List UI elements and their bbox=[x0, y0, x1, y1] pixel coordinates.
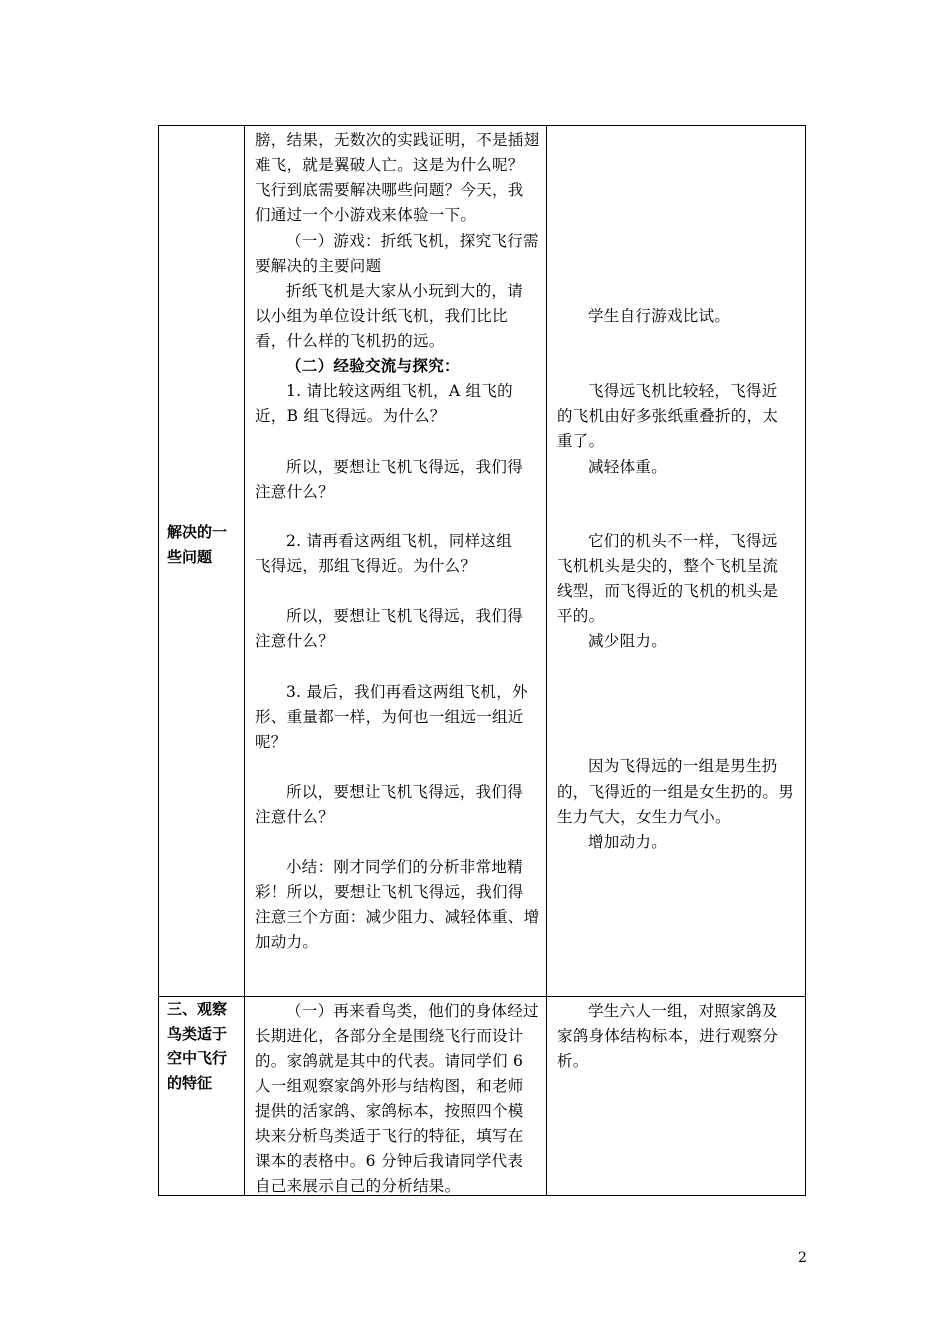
section-heading-cell bbox=[159, 126, 245, 997]
section-heading-cell bbox=[159, 997, 245, 1196]
teacher-text-line: 注意三个方面：减少阻力、减轻体重、增 bbox=[255, 908, 540, 926]
teacher-text-line: 小结：刚才同学们的分析非常地精 bbox=[286, 858, 524, 876]
section-heading-line: 些问题 bbox=[167, 547, 213, 566]
teacher-text-line: 注意什么？ bbox=[255, 808, 335, 826]
student-text-line: 的飞机由好多张纸重叠折的，太 bbox=[557, 407, 779, 425]
teacher-text-line: 形、重量都一样，为何也一组远一组近 bbox=[255, 708, 524, 726]
teacher-text-line: 3. 最后，我们再看这两组飞机，外 bbox=[286, 683, 528, 701]
student-text-line: 生力气大，女生力气小。 bbox=[557, 808, 731, 826]
teacher-text-line: 彩！所以，要想让飞机飞得远，我们得 bbox=[255, 883, 524, 901]
student-text-line: 析。 bbox=[557, 1052, 589, 1070]
section-heading-line: 空中飞行 bbox=[167, 1049, 228, 1067]
teacher-text-line: （一）再来看鸟类，他们的身体经过 bbox=[286, 1002, 539, 1020]
teacher-text-line: 提供的活家鸽、家鸽标本，按照四个模 bbox=[255, 1102, 524, 1120]
teacher-text-line: 所以，要想让飞机飞得远，我们得 bbox=[286, 458, 524, 476]
section-heading-line: 解决的一 bbox=[167, 523, 228, 541]
student-text-line: 增加动力。 bbox=[588, 833, 668, 851]
teacher-text-line: 的。家鸽就是其中的代表。请同学们 6 bbox=[255, 1052, 524, 1070]
teacher-text-line: 1. 请比较这两组飞机，A 组飞的 bbox=[286, 382, 513, 400]
table-row bbox=[159, 126, 806, 997]
teacher-text-line: 以小组为单位设计纸飞机，我们比比 bbox=[255, 307, 508, 325]
teacher-text-line: 飞得远，那组飞得近。为什么？ bbox=[255, 557, 477, 575]
student-text-line: 学生六人一组，对照家鸽及 bbox=[588, 1002, 778, 1020]
teacher-activity-cell bbox=[245, 997, 547, 1196]
section-heading-line: 的特征 bbox=[167, 1073, 213, 1092]
teacher-text-line: 所以，要想让飞机飞得远，我们得 bbox=[286, 783, 524, 801]
student-text-line: 线型，而飞得近的飞机的机头是 bbox=[557, 582, 779, 600]
teacher-text-line: 难飞，就是翼破人亡。这是为什么呢？ bbox=[255, 156, 524, 174]
student-activity-cell bbox=[547, 126, 806, 997]
teacher-text-line: 注意什么？ bbox=[255, 632, 335, 650]
teacher-text-line: 看，什么样的飞机扔的远。 bbox=[255, 332, 445, 350]
teacher-text-line: 膀，结果，无数次的实践证明，不是插翅 bbox=[255, 131, 540, 149]
teacher-text-line: 2. 请再看这两组飞机，同样这组 bbox=[286, 532, 513, 550]
student-text-line: 平的。 bbox=[557, 607, 605, 625]
student-text-line: 重了。 bbox=[557, 432, 605, 450]
teacher-text-line: 要解决的主要问题 bbox=[255, 257, 382, 275]
page-number: 2 bbox=[798, 1250, 807, 1266]
teacher-text-line: 长期进化，各部分全是围绕飞行而设计 bbox=[255, 1027, 524, 1045]
teacher-text-line: 自己来展示自己的分析结果。 bbox=[255, 1177, 461, 1195]
teacher-text-line: 人一组观察家鸽外形与结构图，和老师 bbox=[255, 1077, 524, 1095]
student-text-line: 飞机机头是尖的，整个飞机呈流 bbox=[557, 557, 779, 575]
teacher-text-line: 课本的表格中。6 分钟后我请同学代表 bbox=[255, 1152, 524, 1170]
student-text-line: 学生自行游戏比试。 bbox=[588, 307, 731, 325]
student-text-line: 家鸽身体结构标本，进行观察分 bbox=[557, 1027, 779, 1045]
table-row bbox=[159, 997, 806, 1196]
student-text-line: 它们的机头不一样，飞得远 bbox=[588, 532, 778, 550]
teacher-text-line: 们通过一个小游戏来体验一下。 bbox=[255, 206, 477, 224]
student-text-line: 飞得远飞机比较轻，飞得近 bbox=[588, 382, 778, 400]
teacher-text-line: 近，B 组飞得远。为什么？ bbox=[255, 407, 446, 425]
student-text-line: 的，飞得近的一组是女生扔的。男 bbox=[557, 783, 795, 801]
student-text-line: 因为飞得远的一组是男生扔 bbox=[588, 757, 778, 775]
student-text-line: 减轻体重。 bbox=[588, 458, 668, 476]
teacher-text-line: 飞行到底需要解决哪些问题？今天，我 bbox=[255, 181, 524, 199]
student-text-line: 减少阻力。 bbox=[588, 632, 668, 650]
teacher-text-line: 呢？ bbox=[255, 733, 287, 751]
teacher-text-line: （一）游戏：折纸飞机，探究飞行需 bbox=[286, 232, 539, 250]
section-heading-line: 鸟类适于 bbox=[167, 1024, 228, 1043]
teacher-text-line: 注意什么？ bbox=[255, 483, 335, 501]
teacher-text-line: 所以，要想让飞机飞得远，我们得 bbox=[286, 607, 524, 625]
teacher-text-line: 加动力。 bbox=[255, 933, 319, 951]
teacher-activity-cell bbox=[245, 126, 547, 997]
lesson-plan-table bbox=[158, 125, 806, 1196]
teacher-text-line: 折纸飞机是大家从小玩到大的，请 bbox=[286, 282, 524, 300]
student-activity-cell bbox=[547, 997, 806, 1196]
section-heading-line: 三、观察 bbox=[167, 1000, 228, 1018]
teacher-text-line: 块来分析鸟类适于飞行的特征，填写在 bbox=[255, 1127, 524, 1145]
teacher-text-line: （二）经验交流与探究： bbox=[286, 356, 460, 375]
